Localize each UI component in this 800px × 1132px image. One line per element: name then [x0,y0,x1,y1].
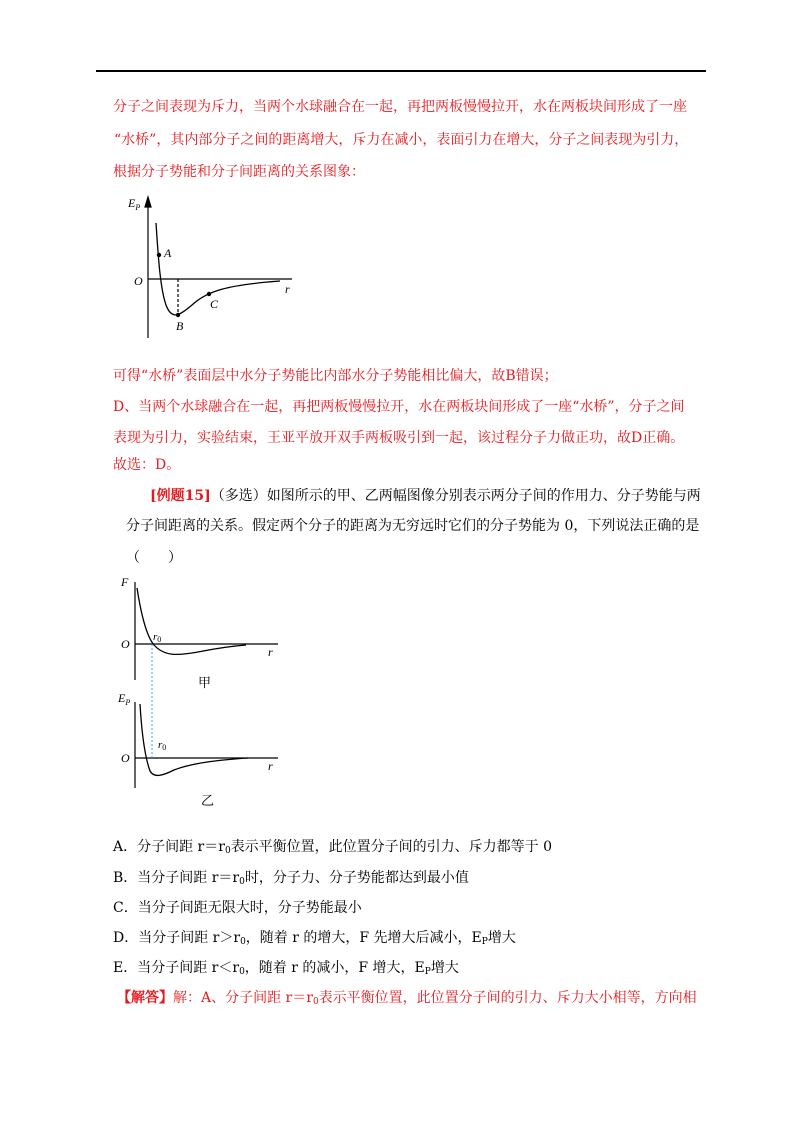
point-b [176,313,180,317]
force-caption: 甲 [198,675,212,690]
option-e: E．当分子间距 $r<r_0$，随着 r 的减小，F 增大，$E_P$增大 [113,960,459,977]
ep-origin: O [121,751,130,765]
ep-r0-label: r0 [158,739,167,752]
force-x-label: r [268,645,273,659]
option-d: D．当分子间距 $r>r_0$，随着 r 的增大，F 先增大后减小，$E_P$增大 [113,930,516,947]
answer-line-3: 根据分子势能和分子间距离的关系图象： [113,164,365,180]
answer-mid-line-4: 故选：D。 [113,457,181,473]
force-y-label: F [121,575,129,589]
label-c: C [210,297,219,311]
point-a [157,253,161,257]
label-a: A [164,246,172,260]
y-axis-arrow [145,197,151,207]
potential-energy-figure [122,193,302,343]
ep-y-label: $E_P$ [118,691,131,707]
answer-mid-line-3: 表现为引力，实验结束，王亚平放开双手两板吸引到一起，该过程分子力做正功，故D正确。 [113,430,685,446]
answer-bottom-line: 【解答】解：A、分子间距 $r=r_0$表示平衡位置，此位置分子间的引力、斥力大小相等，方向相 [117,990,697,1007]
answer-mid-line-2: D、当两个水球融合在一起，再把两板慢慢拉开，水在两板块间形成了一座“水桥”，分子之间 [113,399,685,415]
answer-line-2: “水桥”，其内部分子之间的距离增大，斥力在减小，表面引力在增大，分子之间表现为引力， [114,132,689,148]
x-axis-label: r [285,282,290,296]
answer-mid-line-1: 可得“水桥”表面层中水分子势能比内部水分子势能相比偏大，故B错误； [113,368,558,384]
ep-curve [140,704,248,775]
example-line-2: 分子间距离的关系。假定两个分子的距离为无穷远时它们的分子势能为 0，下列说法正确的是 [126,518,700,534]
option-a: A．分子间距 $r=r_0$表示平衡位置，此位置分子间的引力、斥力都等于 0 [113,839,553,856]
point-c [207,292,211,296]
force-origin: O [121,637,130,651]
force-figure [118,570,288,695]
example-text-1: （多选）如图所示的甲、乙两幅图像分别表示两分子间的作用力、分子势能与两 [210,488,701,504]
answer-line-1: 分子之间表现为斥力，当两个水球融合在一起，再把两板慢慢拉开，水在两板块间形成了一座 [113,99,687,115]
answer-tag: 【解答】 [117,990,173,1006]
origin-label: O [134,274,143,288]
header-rule [96,70,706,72]
option-b: B．当分子间距 $r=r_0$时，分子力、分子势能都达到最小值 [113,870,469,887]
example-tag: [例题15] [150,488,211,504]
potential-figure-yi [118,688,288,813]
ep-caption: 乙 [201,793,215,808]
example-line-1 [150,486,701,506]
example-blank: （ ） [126,550,182,566]
ep-x-label: r [268,759,273,773]
y-axis-label: $E_P$ [128,196,141,212]
label-b: B [176,319,184,333]
option-c: C．当分子间距无限大时，分子势能最小 [113,900,362,916]
force-r0-label: r0 [153,631,162,644]
